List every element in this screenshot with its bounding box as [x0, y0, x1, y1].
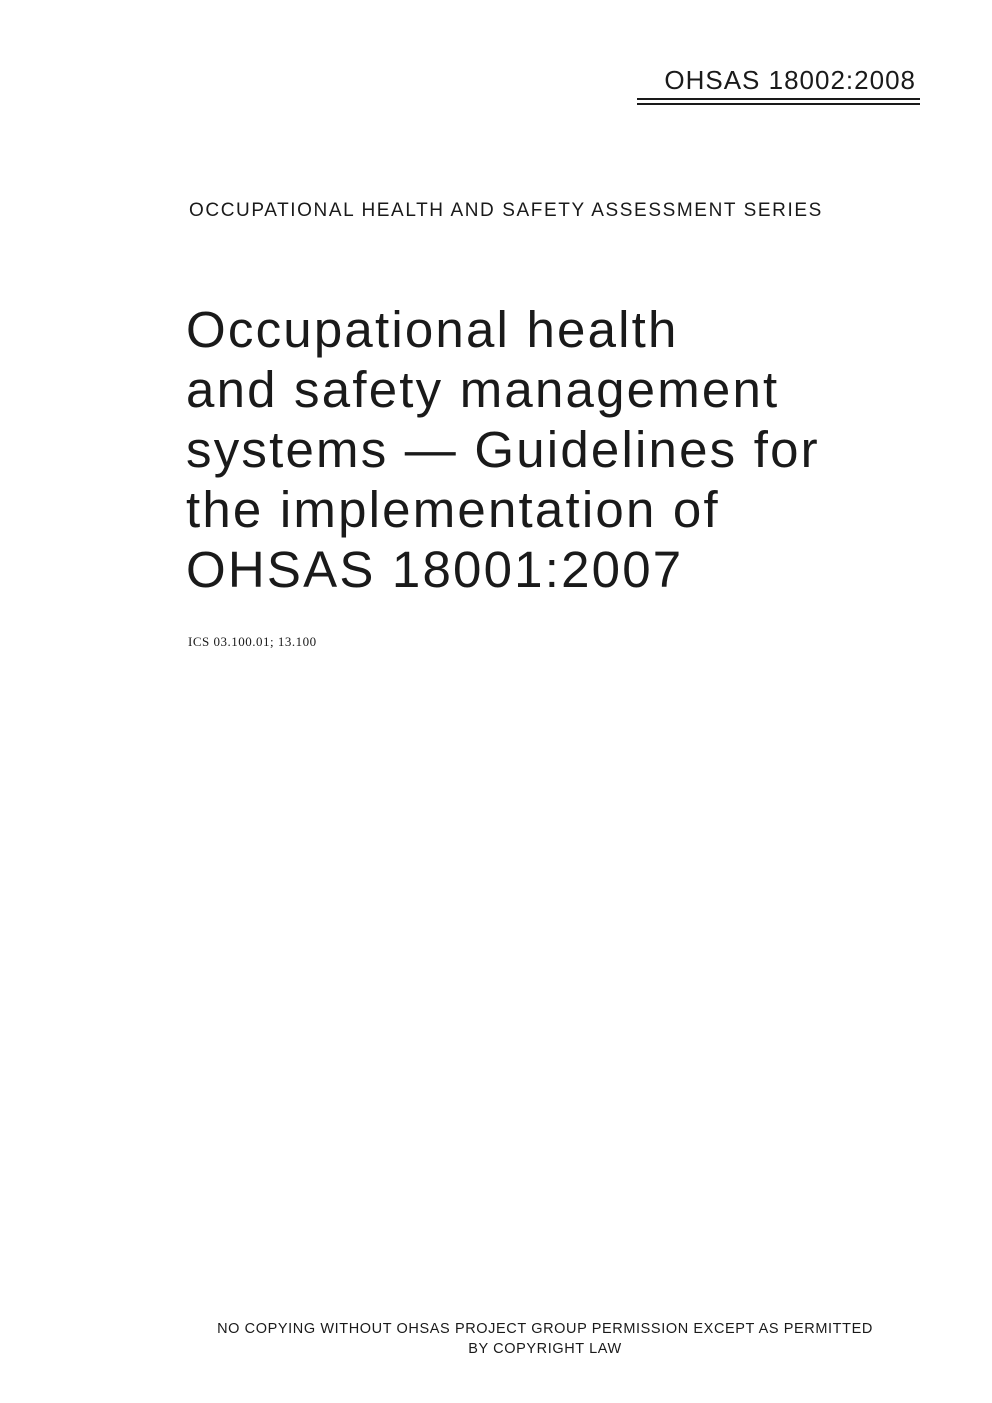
title-line: Occupational health: [186, 301, 679, 358]
series-title: OCCUPATIONAL HEALTH AND SAFETY ASSESSMENT SERIES: [189, 200, 823, 221]
copyright-notice: [160, 1319, 930, 1359]
title-line: OHSAS 18001:2007: [186, 541, 684, 598]
title-line: the implementation of: [186, 481, 720, 538]
ics-code: ICS 03.100.01; 13.100: [188, 634, 317, 649]
title-line: systems — Guidelines for: [186, 421, 820, 478]
document-title: [186, 300, 946, 600]
copyright-line: BY COPYRIGHT LAW: [468, 1341, 622, 1357]
title-line: and safety management: [186, 361, 780, 418]
standard-number-block: [637, 66, 920, 105]
standard-number: OHSAS 18002:2008: [664, 65, 916, 95]
copyright-line: NO COPYING WITHOUT OHSAS PROJECT GROUP PERMISSION EXCEPT AS PERMITTED: [217, 1321, 873, 1337]
double-rule-divider: [637, 98, 920, 105]
